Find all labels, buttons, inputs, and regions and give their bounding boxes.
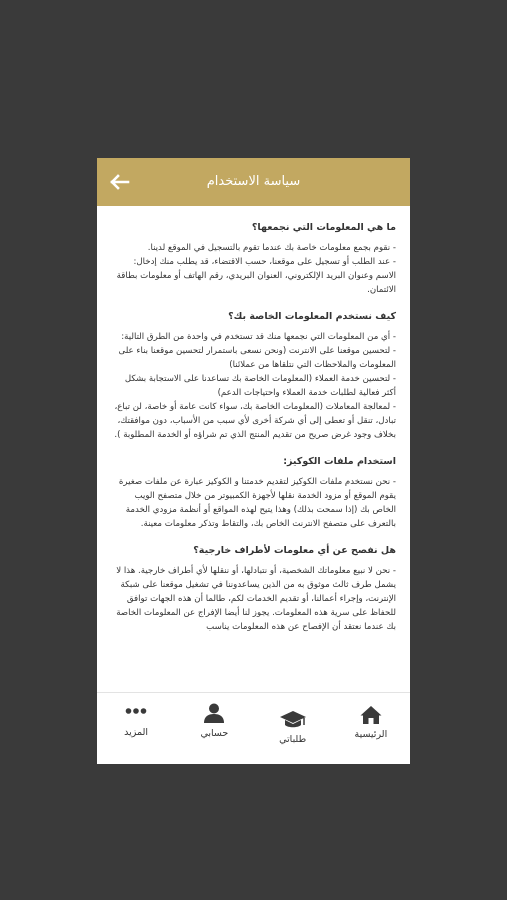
user-icon: [203, 702, 225, 724]
nav-item-home[interactable]: [332, 693, 410, 764]
section-heading: استخدام ملفات الكوكيز:: [283, 456, 396, 467]
section-heading: كيف نستخدم المعلومات الخاصة بك؟: [228, 311, 396, 322]
nav-label: حسابي: [200, 728, 229, 739]
nav-label: طلباتي: [279, 734, 307, 745]
home-icon: [359, 704, 383, 726]
app-bar: [97, 158, 410, 206]
bottom-nav: [97, 692, 410, 764]
page-title: سياسة الاستخدام: [206, 174, 301, 189]
graduation-cap-icon: [279, 708, 307, 730]
policy-content[interactable]: [97, 206, 410, 693]
section-heading: هل نفصح عن أي معلومات لأطراف خارجية؟: [193, 545, 396, 556]
arrow-left-icon[interactable]: [109, 171, 131, 193]
section-body: - نحن لا نبيع معلوماتك الشخصية، أو نتبادلها، أو ننقلها لأي أطراف خارجية. هذا لا يشمل طرف ثالث موثوق به من الذين يساعدوننا في تشغيل موقعنا على شبكة الإنترنت، وإجراء أعمالنا، أو تقديم الخدمات لكم، طالما أن هذه الجهات توافق للحفاظ على سرية هذه المعلومات. يجوز لنا أيضا الإفراج عن المعلومات الخاصة بك عندما نعتقد أن الإفصاح عن هذه المعلومات يناسب: [116, 566, 396, 632]
nav-item-orders[interactable]: [254, 693, 332, 764]
section-heading: ما هي المعلومات التي نجمعها؟: [251, 222, 396, 233]
section-body: - نحن نستخدم ملفات الكوكيز لتقديم خدمتنا و الكوكيز عبارة عن ملفات صغيرة يقوم الموقع أو مزود الخدمة نقلها لأجهزة الكمبيوتر من خلال متصفح الويب الخاص بك (إذا سمحت بذلك) وهذا يتيح لهذه المواقع أو أنظمة مزودي الخدمة بالتعرف على متصفح الانترنت الخاص بك، والتقاط وتذكر معلومات معينة.: [118, 477, 396, 529]
nav-item-account[interactable]: [175, 693, 253, 764]
nav-label: الرئيسية: [354, 729, 388, 740]
app-screen: [97, 158, 410, 764]
section-body: - أي من المعلومات التي نجمعها منك قد تستخدم في واحدة من الطرق التالية: - لتحسين موقعنا على الانترنت (ونحن نسعى باستمرار لتحسين موقعنا بناء على المعلومات والملاحظات التي نتلقاها من عملائنا) - لتحسين خدمة العملاء (المعلومات الخاصة بك تساعدنا على الاستجابة بشكل أكثر فعالية لطلبات خدمة العملاء واحتياجات الدعم) - لمعالجة المعاملات (المعلومات الخاصة بك، سواء كانت عامة أو خاصة، لن تباع، تبادل، تنقل أو تعطى إلى أي شركة أخرى لأي سبب من الأسباب، دون موافقتك، بخلاف وجود غرض صريح من تقديم المنتج الذي تم شراؤه أو الخدمة المطلوبة ).: [114, 332, 396, 440]
nav-label: المزيد: [124, 727, 149, 738]
nav-item-more[interactable]: [97, 693, 175, 764]
more-dots-icon: [125, 707, 147, 715]
section-body: - نقوم بجمع معلومات خاصة بك عندما تقوم بالتسجيل في الموقع لدينا. - عند الطلب أو تسجيل على موقعنا، حسب الاقتضاء، قد يطلب منك إدخال: الاسم وعنوان البريد الإلكتروني، العنوان البريدي، رقم الهاتف أو معلومات بطاقة الائتمان.: [116, 243, 396, 295]
